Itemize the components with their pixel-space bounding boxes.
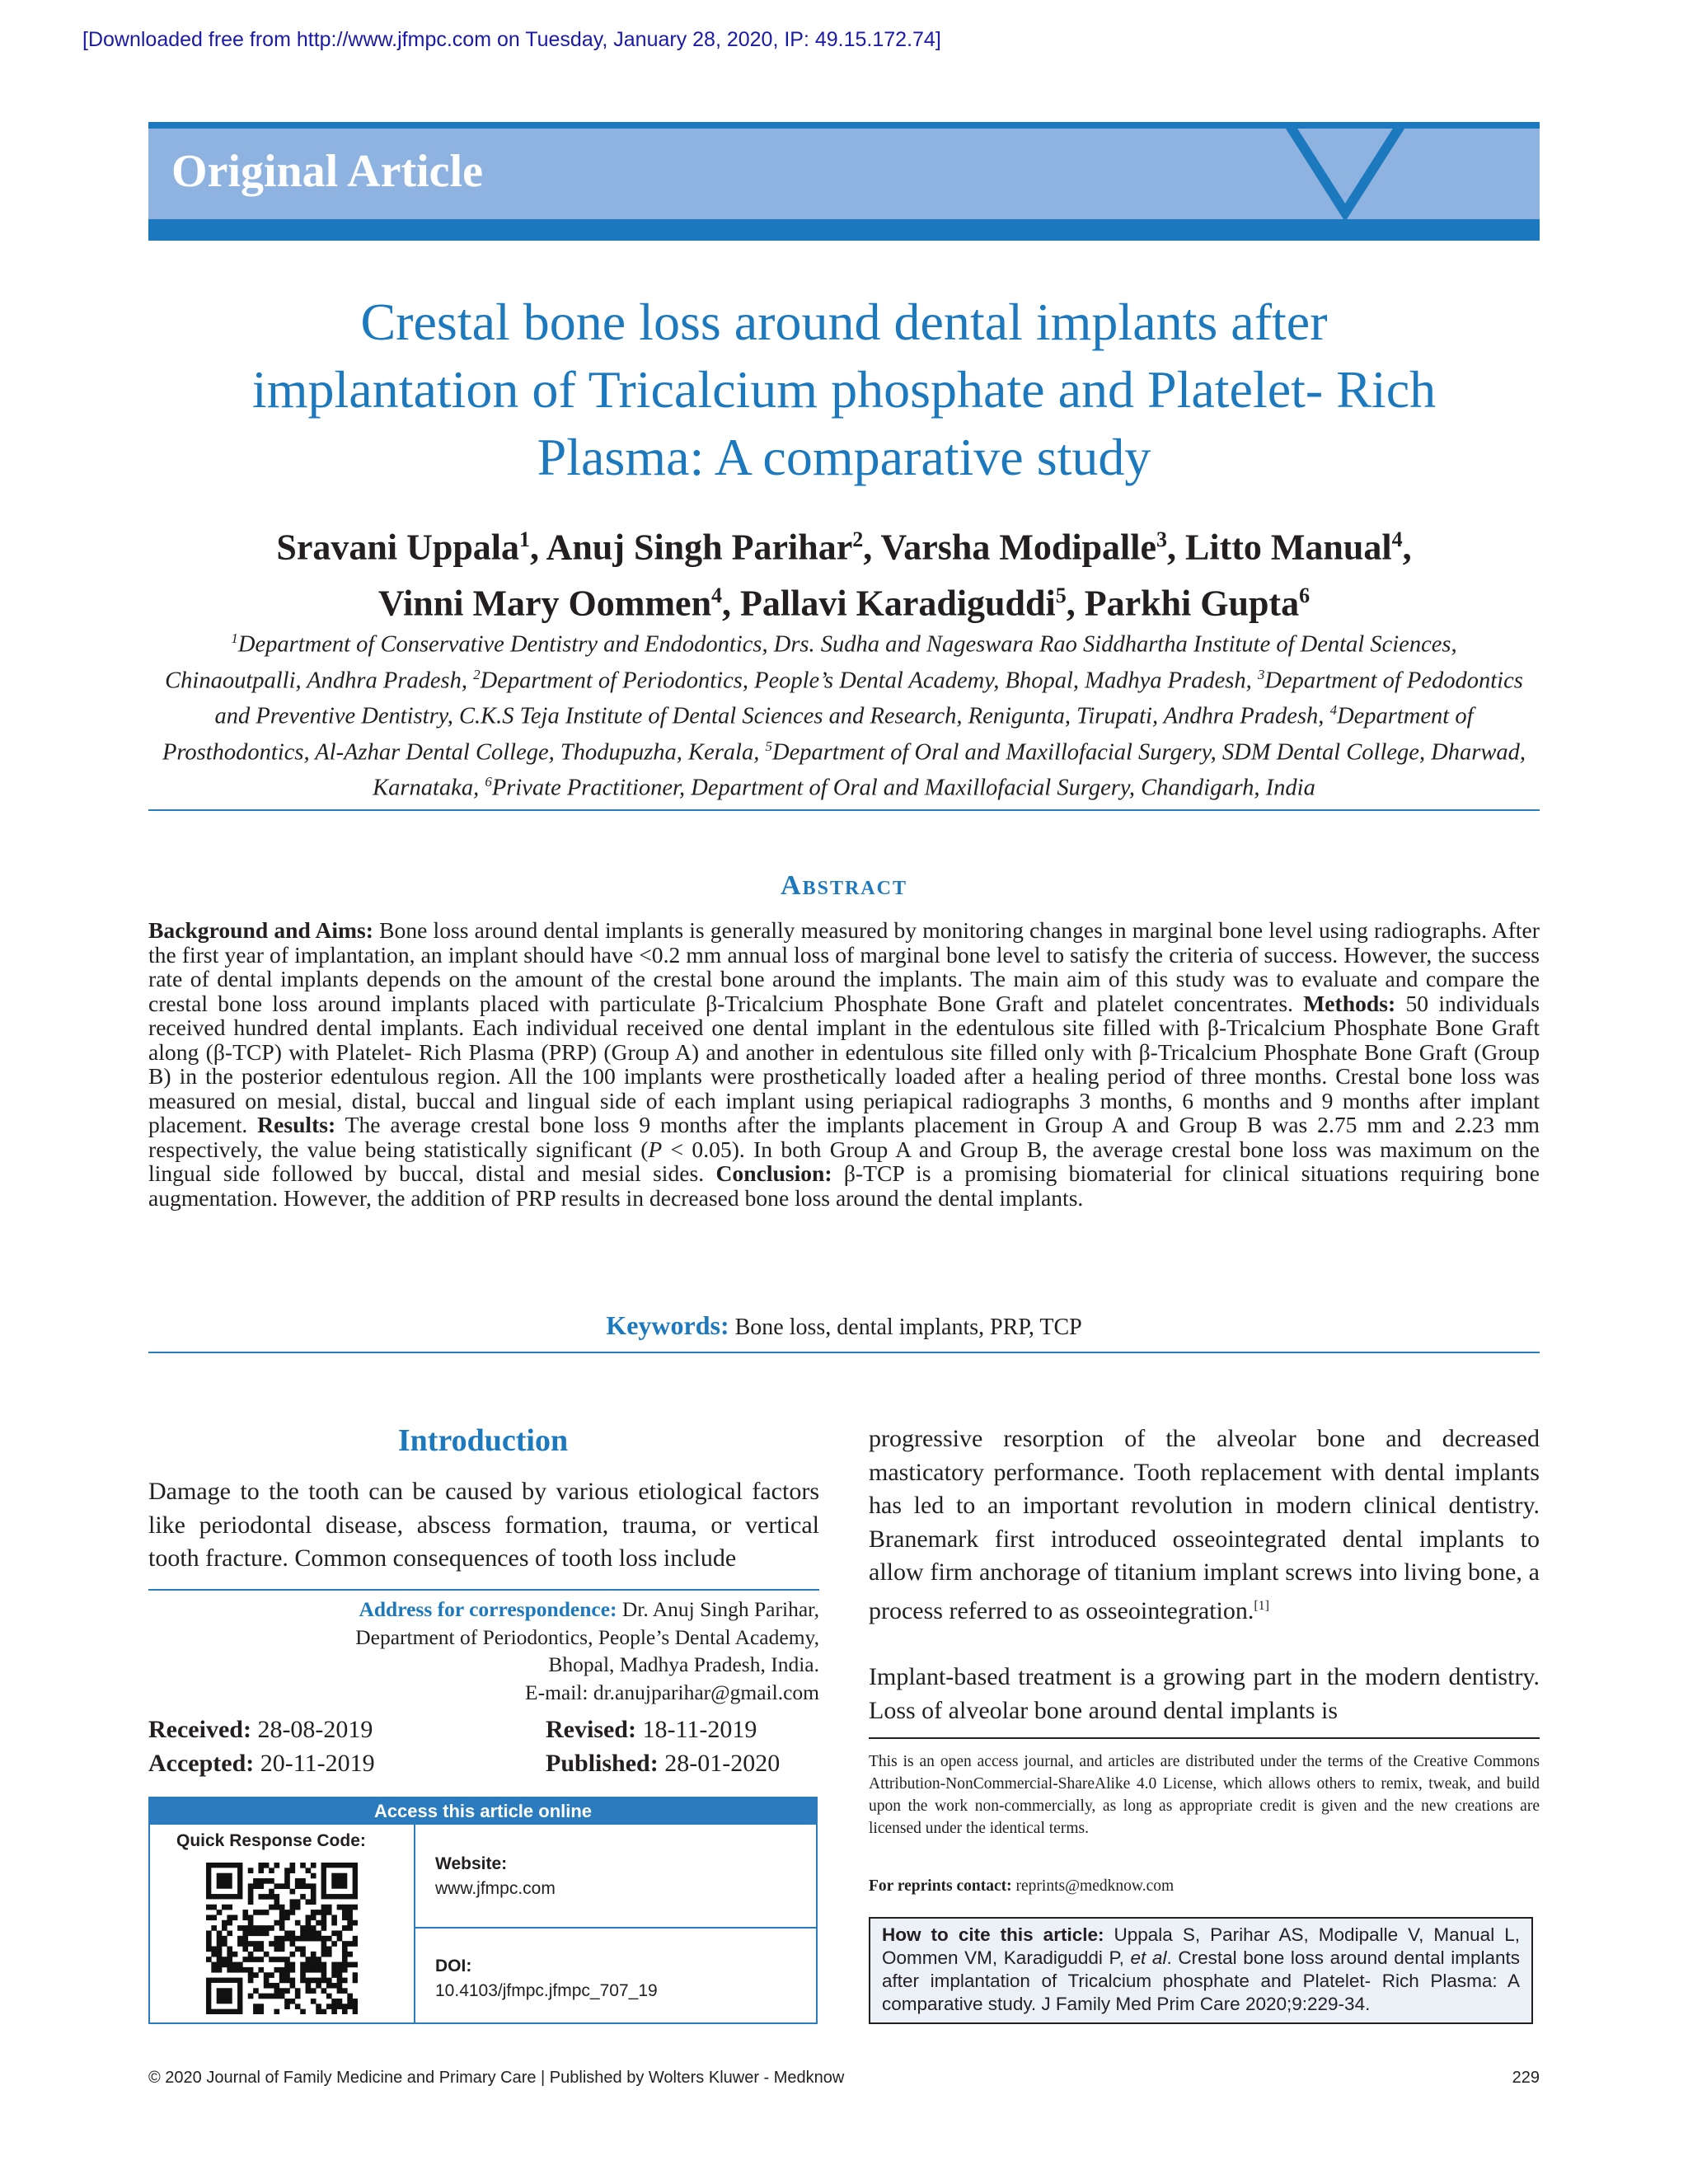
affil-sup: 2 [473,666,481,682]
author-affil-sup: 1 [519,527,531,551]
author-sep: , [1167,527,1186,568]
qr-code-icon[interactable] [206,1863,358,2014]
introduction-right-text [869,1422,1540,1760]
license-text: This is an open access journal, and articles are distributed under the terms of the Creative Commons Attribution-NonCommercial-ShareAlike 4.0 License, which allows others to remix, tweak, and build upon the work non-commercially, as long as appropriate credit is given and the new creations are licensed under the identical terms. [869,1753,1540,1837]
author-name: Anuj Singh Parihar [546,527,853,568]
affil-text: Private Practitioner, Department of Oral and Maxillofacial Surgery, Chandigarh, India [491,775,1315,801]
author-name: Litto Manual [1185,527,1392,568]
reprints-label: For reprints contact: [869,1877,1012,1895]
title-line: implantation of Tricalcium phosphate and Platelet- Rich [251,360,1437,419]
box-divider [415,1927,816,1929]
affil-text: Department of Pedodontics and Preventive Dentistry, C.K.S Teja Institute of Dental Sciences and Research, Renigunta, Tirupati, Andhra Pradesh, [214,668,1523,729]
author-name: Pallavi Karadiguddi [740,583,1056,624]
affil-sup: 6 [485,774,492,790]
correspondence-address [148,1596,819,1706]
correspondence-line: Dr. Anuj Singh Parihar, [617,1597,819,1621]
box-divider [414,1825,415,2022]
affiliations [161,624,1527,804]
abstract-methods-text: 50 individuals received hundred dental implants. Each individual received one dental implant in the edentulous site filled with β-Tricalcium Phosphate Bone Graft along (β-TCP) with Platelet- Rich Plasma (PRP) (Group A) and another in edentulous site filled only with β-Tricalcium Phosphate Bone Graft (Group B) in the posterior edentulous region. All the 100 implants were prosthetically loaded after a healing period of three months. Crestal bone loss was measured on mesial, distal, buccal and lingual side of each implant using periapical radiographs 3 months, 6 months and 9 months after implant placement. [148,990,1540,1137]
author-sep: , [1066,583,1085,624]
abstract-results-text: The average crestal bone loss 9 months after the implants placement in Group A and Group B was 2.75 mm and 2.23 mm respectively, the value being statistically significant ( [148,1112,1540,1162]
footer-text: © 2020 Journal of Family Medicine and Primary Care | Published by Wolters Kluwer - Medknow [148,2069,845,2087]
revised-label: Revised: [546,1716,636,1743]
website-link[interactable]: www.jfmpc.com [435,1879,556,1898]
how-to-cite-box [869,1917,1533,2024]
keywords-text: Bone loss, dental implants, PRP, TCP [729,1315,1082,1340]
author-sep: , [1402,527,1412,568]
author-affil-sup: 3 [1156,527,1168,551]
affil-sup: 4 [1329,702,1338,718]
author-affil-sup: 4 [711,583,723,607]
article-title [148,288,1540,491]
abstract-conclusion-text: β-TCP is a promising biomaterial for clinical situations requiring bone augmentation. However, the addition of PRP results in decreased bone loss around the dental implants. [148,1160,1540,1211]
author-affil-sup: 5 [1055,583,1067,607]
abstract-text [148,918,1540,1210]
abstract-p-symbol: P [648,1136,663,1162]
revised-date: 18-11-2019 [635,1716,757,1743]
author-sep: , [530,527,546,568]
website-label: Website: [435,1854,508,1873]
received-date: 28-08-2019 [251,1716,373,1743]
keywords [148,1310,1540,1341]
author-list [148,516,1540,627]
title-line: Plasma: A comparative study [537,428,1151,486]
cite-et-al: et al [1130,1947,1167,1968]
introduction-heading: Introduction [397,1423,569,1458]
doi-link[interactable]: 10.4103/jfmpc.jfmpc_707_19 [435,1981,658,2000]
reprints-email[interactable]: reprints@medknow.com [1011,1877,1175,1895]
accepted-label: Accepted: [148,1750,255,1777]
author-sep: , [863,527,881,568]
abstract-methods-label: Methods: [1303,990,1396,1016]
affil-text: Department of Oral and Maxillofacial Surgery, SDM Dental College, Dharwad, Karnataka, [373,739,1526,801]
access-header: Access this article online [150,1798,816,1825]
page-footer [148,2069,1540,2088]
cite-text: . Crestal bone loss around dental implants after implantation of Tricalcium phosphate and Platelet- Rich Plasma: A comparative study. J Family Med Prim Care 2020;9:229-34. [882,1947,1521,2014]
abstract-background-label: Background and Aims: [148,917,373,943]
author-affil-sup: 6 [1299,583,1311,607]
correspondence-divider [148,1589,819,1591]
keywords-label: Keywords: [606,1310,729,1340]
cite-text: Uppala S, Parihar AS, Modipalle V, Manual L, Oommen VM, Karadiguddi P, [882,1924,1520,1968]
received-label: Received: [148,1716,251,1743]
author-name: Varsha Modipalle [880,527,1157,568]
correspondence-label: Address for correspondence: [359,1597,617,1621]
author-sep: , [722,583,741,624]
doi-label: DOI: [435,1957,472,1975]
article-type-banner [148,122,1540,241]
abstract-conclusion-label: Conclusion: [715,1160,832,1186]
correspondence-email[interactable]: E-mail: dr.anujparihar@gmail.com [525,1680,819,1704]
author-affil-sup: 4 [1391,527,1403,551]
affil-text: Department of Prosthodontics, Al-Azhar Dental College, Thodupuzha, Kerala, [162,703,1474,765]
access-article-box [148,1797,818,2024]
article-type-label: Original Article [171,146,483,197]
affil-sup: 1 [231,630,238,646]
published-label: Published: [546,1750,659,1777]
affil-text: Department of Conservative Dentistry and Endodontics, Drs. Sudha and Nageswara Rao Siddhartha Institute of Dental Sciences, Chinaoutpalli, Andhra Pradesh, [165,631,1457,693]
affil-text: Department of Periodontics, People’s Dental Academy, Bhopal, Madhya Pradesh, [480,668,1258,693]
abstract-background-text: Bone loss around dental implants is generally measured by monitoring changes in marginal bone level using radiographs. After the first year of implantation, an implant should have <0.2 mm annual loss of marginal bone level to satisfy the criteria of success. However, the success rate of dental implants depends on the amount of the crestal bone around the implants. The main aim of this study was to evaluate and compare the crestal bone loss around implants placed with particulate β-Tricalcium Phosphate Bone Graft and platelet concentrates. [148,917,1540,1016]
section-divider [148,809,1540,811]
author-name: Sravani Uppala [276,527,520,568]
reprints-contact [869,1877,1174,1896]
author-name: Vinni Mary Oommen [377,583,712,624]
affil-sup: 3 [1257,666,1265,682]
cite-label: How to cite this article: [882,1924,1104,1945]
abstract-results-label: Results: [257,1112,336,1137]
section-divider [148,1352,1540,1353]
intro-paragraph: progressive resorption of the alveolar bone and decreased masticatory performance. Tooth replacement with dental implants has led to an important revolution in modern clinical dentistry. Branemark first introduced osseointegrated dental implants to allow firm anchorage of titanium implant screws into living bone, a process referred to as osseointegration. [869,1425,1540,1624]
published-date: 28-01-2020 [658,1750,781,1777]
title-line: Crestal bone loss around dental implants after [360,293,1328,351]
download-note: [Downloaded free from http://www.jfmpc.com on Tuesday, January 28, 2020, IP: 49.15.172.74] [82,28,941,51]
citation-ref[interactable]: [1] [1254,1598,1269,1613]
introduction-left-text: Damage to the tooth can be caused by various etiological factors like periodontal disease, abscess formation, trauma, or vertical tooth fracture. Common consequences of tooth loss include [148,1478,819,1572]
intro-paragraph: Implant-based treatment is a growing part in the modern dentistry. Loss of alveolar bone around dental implants is [869,1663,1540,1724]
author-name: Parkhi Gupta [1084,583,1300,624]
affil-sup: 5 [765,738,772,754]
license-divider [869,1737,1540,1739]
abstract-results-text: < 0.05). In both Group A and Group B, the average crestal bone loss was maximum on the lingual side followed by buccal, distal and mesial sides. [148,1136,1540,1186]
author-affil-sup: 2 [852,527,864,551]
page-number: 229 [1512,2069,1540,2087]
correspondence-line: Department of Periodontics, People’s Dental Academy, [355,1624,819,1649]
qr-label: Quick Response Code: [176,1831,366,1850]
abstract-heading: Abstract [781,870,907,901]
accepted-date: 20-11-2019 [254,1750,375,1777]
correspondence-line: Bhopal, Madhya Pradesh, India. [548,1652,819,1676]
